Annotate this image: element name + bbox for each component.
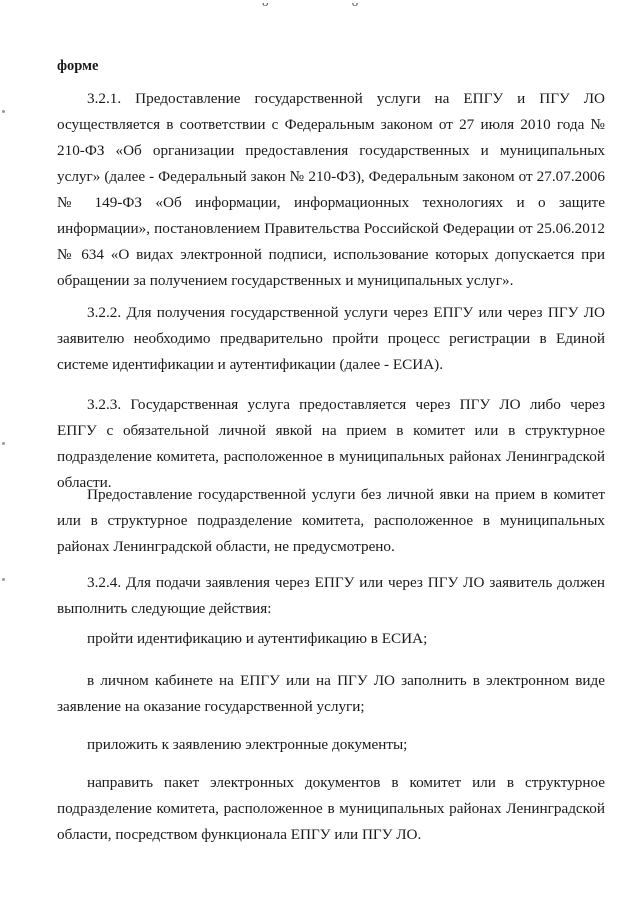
list-item-send-package: направить пакет электронных документов в комитет или в структурное подразделение комитета, расположенное в муниципальных районах Ленинградской области, посредством функционала ЕПГУ или ПГУ ЛО. bbox=[57, 774, 605, 843]
list-item-attach-documents: приложить к заявлению электронные документы; bbox=[87, 736, 408, 753]
paragraph-3-2-2: 3.2.2. Для получения государственной услуги через ЕПГУ или через ПГУ ЛО заявителю необходимо предварительно пройти процесс регистрации в Единой системе идентификации и аутентификации (далее - ЕСИА). bbox=[57, 304, 605, 373]
paragraph-3-2-1: 3.2.1. Предоставление государственной услуги на ЕПГУ и ПГУ ЛО осуществляется в соответствии с Федеральным законом от 27 июля 2010 года № 210-ФЗ «Об организации предоставления государственных и муниципальных услуг» (далее - Федеральный закон № 210-ФЗ), Федеральным законом от 27.07.2006 № 149-ФЗ «Об информации, информационных технологиях и о защите информации», постановлением Правительства Российской Федерации от 25.06.2012 № 634 «О видах электронной подписи, использование которых допускается при обращении за получением государственных и муниципальных услуг». bbox=[57, 90, 605, 289]
paragraph-3-2-3: 3.2.3. Государственная услуга предоставляется через ПГУ ЛО либо через ЕПГУ с обязательной личной явкой на прием в комитет или в структурное подразделение комитета, расположенное в муниципальных районах Ленинградской области. bbox=[57, 396, 605, 491]
page-top-mark: ᴗ ᴗ bbox=[262, 0, 399, 9]
scan-edge-mark bbox=[2, 110, 5, 113]
paragraph-3-2-4: 3.2.4. Для подачи заявления через ЕПГУ или через ПГУ ЛО заявитель должен выполнить следующие действия: bbox=[57, 574, 605, 617]
list-item-fill-application: в личном кабинете на ЕПГУ или на ПГУ ЛО заполнить в электронном виде заявление на оказание государственной услуги; bbox=[57, 672, 605, 715]
list-item-identification: пройти идентификацию и аутентификацию в ЕСИА; bbox=[87, 630, 428, 647]
paragraph-no-personal-visit: Предоставление государственной услуги без личной явки на прием в комитет или в структурное подразделение комитета, расположенное в муниципальных районах Ленинградской области, не предусмотрено. bbox=[57, 486, 605, 555]
section-heading-fragment: форме bbox=[57, 58, 99, 74]
scan-edge-mark bbox=[2, 578, 5, 581]
document-page bbox=[57, 0, 605, 905]
scan-edge-mark bbox=[2, 442, 5, 445]
